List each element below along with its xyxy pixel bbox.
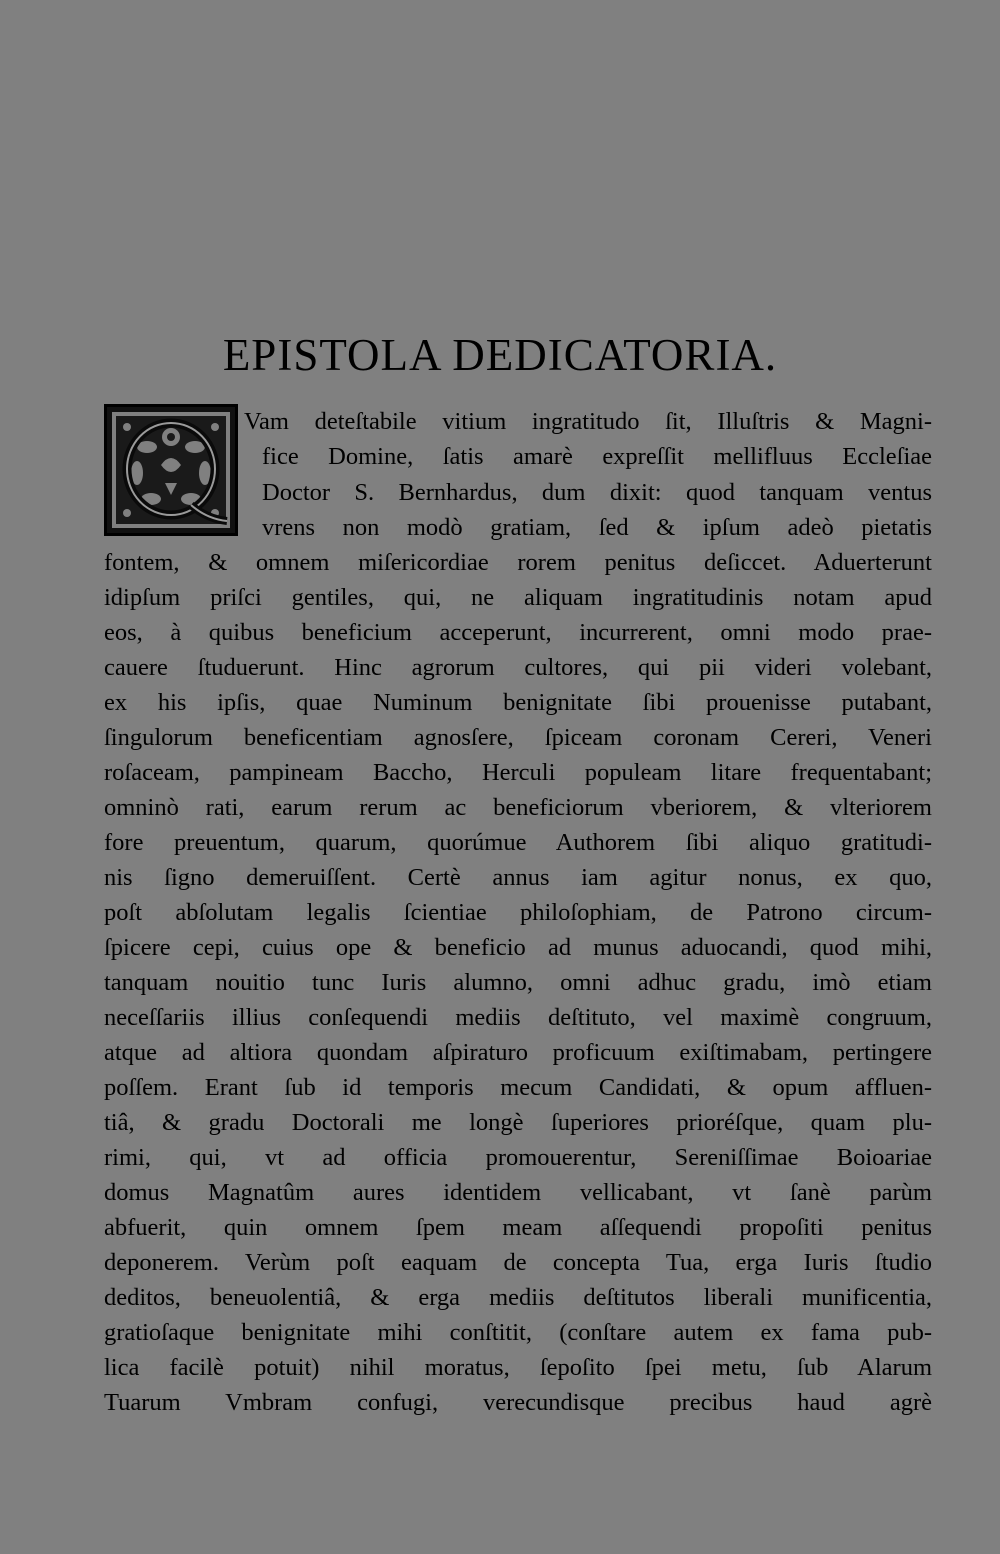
text-line: fore preuentum, quarum, quorúmue Authorem ſibi aliquo gratitudi- — [104, 829, 932, 856]
text-line: atque ad altiora quondam aſpiraturo proficuum exiſtimabam, pertingere — [104, 1039, 932, 1066]
text-line: gratioſaque benignitate mihi conſtitit, (conſtare autem ex fama pub- — [104, 1319, 932, 1346]
text-line: ſpicere cepi, cuius ope & beneficio ad munus aduocandi, quod mihi, — [104, 934, 932, 961]
text-line: omninò rati, earum rerum ac beneficiorum vberiorem, & vlteriorem — [104, 794, 932, 821]
text-line: roſaceam, pampineam Baccho, Herculi populeam litare frequentabant; — [104, 759, 932, 786]
text-line: eos, à quibus beneficium acceperunt, incurrerent, omni modo prae- — [104, 619, 932, 646]
text-line: Vam deteſtabile vitium ingratitudo ſit, Illuſtris & Magni- — [244, 408, 932, 435]
text-line: Tuarum Vmbram confugi, verecundisque precibus haud agrè — [104, 1389, 932, 1416]
text-line: deditos, beneuolentiâ, & erga mediis deſtitutos liberali munificentia, — [104, 1284, 932, 1311]
text-line: fontem, & omnem miſericordiae rorem penitus deſiccet. Aduerterunt — [104, 549, 932, 576]
text-line: poſſem. Erant ſub id temporis mecum Candidati, & opum affluen- — [104, 1074, 932, 1101]
text-line: deponerem. Verùm poſt eaquam de concepta Tua, erga Iuris ſtudio — [104, 1249, 932, 1276]
text-line: poſt abſolutam legalis ſcientiae philoſophiam, de Patrono circum- — [104, 899, 932, 926]
page-title: EPISTOLA DEDICATORIA. — [222, 330, 778, 380]
text-line: abfuerit, quin omnem ſpem meam aſſequendi propoſiti penitus — [104, 1214, 932, 1241]
text-line: cauere ſtuduerunt. Hinc agrorum cultores, qui pii videri volebant, — [104, 654, 932, 681]
text-line: tiâ, & gradu Doctorali me longè ſuperiores prioréſque, quam plu- — [104, 1109, 932, 1136]
text-line: Doctor S. Bernhardus, dum dixit: quod tanquam ventus — [262, 479, 932, 506]
text-line: ſingulorum beneficentiam agnosſere, ſpiceam coronam Cereri, Veneri — [104, 724, 932, 751]
text-line: domus Magnatûm aures identidem vellicabant, vt ſanè parùm — [104, 1179, 932, 1206]
text-line: idipſum priſci gentiles, qui, ne aliquam ingratitudinis notam apud — [104, 584, 932, 611]
text-line: ex his ipſis, quae Numinum benignitate ſibi prouenisse putabant, — [104, 689, 932, 716]
text-line: rimi, qui, vt ad officia promouerentur, Sereniſſimae Boioariae — [104, 1144, 932, 1171]
text-line: vrens non modò gratiam, ſed & ipſum adeò pietatis — [262, 514, 932, 541]
text-line: neceſſariis illius conſequendi mediis deſtituto, vel maximè congruum, — [104, 1004, 932, 1031]
text-line: lica facilè potuit) nihil moratus, ſepoſito ſpei metu, ſub Alarum — [104, 1354, 932, 1381]
text-line: fice Domine, ſatis amarè expreſſit mellifluus Eccleſiae — [262, 443, 932, 470]
text-line: tanquam nouitio tunc Iuris alumno, omni adhuc gradu, imò etiam — [104, 969, 932, 996]
text-line: nis ſigno demeruiſſent. Certè annus iam agitur nonus, ex quo, — [104, 864, 932, 891]
